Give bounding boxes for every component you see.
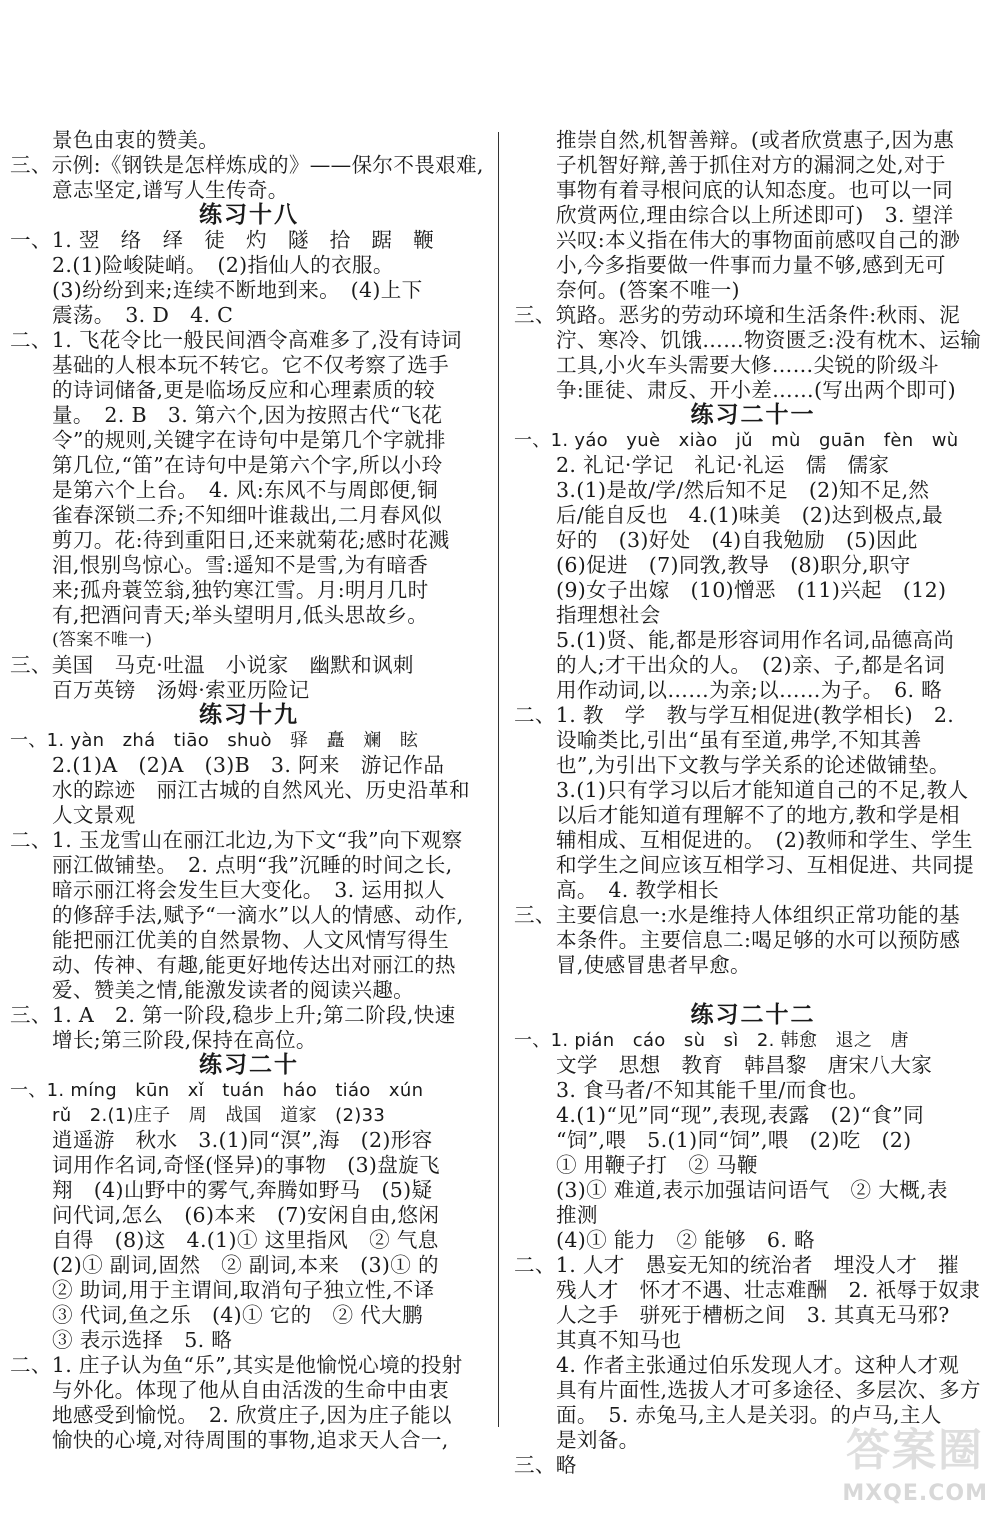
answer-line: 一、1. 翌 络 绎 徒 灼 隧 拾 踞 鞭 xyxy=(10,228,435,252)
answer-line: 4.(1)“见”同“现”,表现,表露 (2)“食”同 xyxy=(556,1103,924,1127)
answer-line: 能把丽江优美的自然景物、人文风情写得生 xyxy=(52,928,449,952)
answer-line: “饲”,喂 5.(1)同“饲”,喂 (2)吃 (2) xyxy=(556,1128,912,1152)
answer-line: (3)① 难道,表示加强诘问语气 ② 大概,表 xyxy=(556,1178,948,1202)
right-column xyxy=(514,128,992,1478)
answer-line: 2.(1)险峻陡峭。 (2)指仙人的衣服。 xyxy=(52,253,394,277)
answer-line: 人之手 骈死于槽枥之间 3. 其真无马邪? xyxy=(556,1303,950,1327)
answer-line: 本条件。主要信息二:喝足够的水可以预防感 xyxy=(556,928,961,952)
answer-line: 工具,小火车头需要大修……尖锐的阶级斗 xyxy=(556,353,939,377)
answer-line: 事物有着寻根问底的认知态度。也可以一同 xyxy=(556,178,953,202)
answer-line: 爱、赞美之情,能激发读者的阅读兴趣。 xyxy=(52,978,415,1002)
answer-line: 兴叹:本义指在伟大的事物面前感叹自己的渺 xyxy=(556,228,961,252)
answer-line: 高。 4. 教学相长 xyxy=(556,878,720,902)
answer-line: 第几位,“笛”在诗句中是第六个字,所以小玲 xyxy=(52,453,443,477)
answer-line: ③ 代词,鱼之乐 (4)① 它的 ② 代大鹏 xyxy=(52,1303,423,1327)
answer-line: 和学生之间应该互相学习、互相促进、共同提 xyxy=(556,853,974,877)
answer-line: 雀春深锁二乔;不知细叶谁裁出,二月春风似 xyxy=(52,503,443,527)
answer-line: 的修辞手法,赋予“一滴水”以人的情感、动作, xyxy=(52,903,464,927)
answer-line: (答案不唯一) xyxy=(52,630,153,650)
answer-line: (6)促进 (7)同敩,教导 (8)职分,职守 xyxy=(556,553,911,577)
watermark-logo: 答案圈 xyxy=(846,1425,984,1476)
answer-line: 后/能自反也 4.(1)味美 (2)达到极点,最 xyxy=(556,503,943,527)
section-title: 练习二十 xyxy=(199,1052,299,1078)
answer-line: 的诗词储备,更是临场反应和心理素质的较 xyxy=(52,378,435,402)
answer-line: 是第六个上台。 4. 风:东风不与周郎便,铜 xyxy=(52,478,439,502)
answer-line: ① 用鞭子打 ② 马鞭 xyxy=(556,1153,758,1177)
answer-line: rǔ 2.(1)庄子 周 战国 道家 (2)33 xyxy=(52,1105,386,1126)
answer-line: 令”的规则,关键字在诗句中是第几个字就排 xyxy=(52,428,446,452)
answer-line: 欣赏两位,理由综合以上所述即可) 3. 望洋 xyxy=(556,203,954,227)
answer-line: 泪,恨别鸟惊心。雪:遥知不是雪,为有暗香 xyxy=(52,553,429,577)
answer-line: ② 助词,用于主谓间,取消句子独立性,不译 xyxy=(52,1278,435,1302)
answer-line: 3.(1)只有学习以后才能知道自己的不足,教人 xyxy=(556,778,969,802)
spacer xyxy=(514,978,992,1003)
answer-line: 3. 食马者/不知其能千里/而食也。 xyxy=(556,1078,870,1102)
answer-line: 二、1. 玉龙雪山在丽江北边,为下文“我”向下观察 xyxy=(10,828,463,852)
answer-line: 辅相成、互相促进的。 (2)教师和学生、学生 xyxy=(556,828,973,852)
answer-line: 震荡。 3. D 4. C xyxy=(52,303,234,327)
answer-line: 也”,为引出下文教与学关系的论述做铺垫。 xyxy=(556,753,950,777)
answer-line: 动、传神、有趣,能更好地传达出对丽江的热 xyxy=(52,953,456,977)
answer-line: 3.(1)是故/学/然后知不足 (2)知不足,然 xyxy=(556,478,930,502)
answer-line: 剪刀。花:待到重阳日,还来就菊花;感时花溅 xyxy=(52,528,450,552)
answer-line: ③ 表示选择 5. 略 xyxy=(52,1328,233,1352)
answer-line: 地感受到愉悦。 2. 欣赏庄子,因为庄子能以 xyxy=(52,1403,452,1427)
answer-line: 面。 5. 赤兔马,主人是关羽。的卢马,主人 xyxy=(556,1403,942,1427)
answer-line: 设喻类比,引出“虽有至道,弗学,不知其善 xyxy=(556,728,922,752)
answer-line: 基础的人根本玩不转它。它不仅考察了选手 xyxy=(52,353,449,377)
answer-line: 残人才 怀才不遇、壮志难酬 2. 祇辱于奴隶 xyxy=(556,1278,981,1302)
answer-line: 三、略 xyxy=(514,1453,577,1477)
answer-line: (2)① 副词,固然 ② 副词,本来 (3)① 的 xyxy=(52,1253,439,1277)
column-divider xyxy=(498,132,499,1427)
answer-line: 子机智好辩,善于抓住对方的漏洞之处,对于 xyxy=(556,153,946,177)
section-title: 练习十九 xyxy=(199,702,299,728)
answer-line: (3)纷纷到来;连续不断地到来。 (4)上下 xyxy=(52,278,423,302)
answer-line: 一、1. yàn zhá tiāo shuò 驿 矗 斓 眩 xyxy=(10,730,419,751)
section-title: 练习二十二 xyxy=(690,1002,816,1028)
answer-line: 增长;第三阶段,保持在高位。 xyxy=(52,1028,317,1052)
answer-line: 指理想社会 xyxy=(556,603,661,627)
answer-line: 一、1. pián cáo sù sì 2. 韩愈 退之 唐 xyxy=(514,1030,909,1051)
answer-line: 小,今多指要做一件事而力量不够,感到无可 xyxy=(556,253,946,277)
answer-line: 5.(1)贤、能,都是形容词用作名词,品德高尚 xyxy=(556,628,955,652)
answer-line: 推测 xyxy=(556,1203,598,1227)
answer-line: 具有片面性,选拔人才可多途径、多层次、多方 xyxy=(556,1378,981,1402)
answer-line: 人文景观 xyxy=(52,803,136,827)
answer-line: 有,把酒问青天;举头望明月,低头思故乡。 xyxy=(52,603,429,627)
answer-line: 用作动词,以……为亲;以……为子。 6. 略 xyxy=(556,678,943,702)
answer-line: 愉快的心境,对待周围的事物,追求天人合一, xyxy=(52,1428,449,1452)
answer-line: 推崇自然,机智善辩。(或者欣赏惠子,因为惠 xyxy=(556,128,955,152)
section-title: 练习二十一 xyxy=(690,402,816,428)
answer-line: 的人;才干出众的人。 (2)亲、子,都是名词 xyxy=(556,653,946,677)
answer-line: (4)① 能力 ② 能够 6. 略 xyxy=(556,1228,815,1252)
answer-line: 以后才能知道有理解不了的地方,教和学是相 xyxy=(556,803,960,827)
answer-line: 百万英镑 汤姆·索亚历险记 xyxy=(52,678,310,702)
answer-line: 暗示丽江将会发生巨大变化。 3. 运用拟人 xyxy=(52,878,445,902)
answer-line: 冒,使感冒患者早愈。 xyxy=(556,953,751,977)
answer-line: (9)女子出嫁 (10)憎恶 (11)兴起 (12) xyxy=(556,578,947,602)
answer-line: 自得 (8)这 4.(1)① 这里指风 ② 气息 xyxy=(52,1228,439,1252)
left-column xyxy=(10,128,488,1453)
answer-line: 二、1. 庄子认为鱼“乐”,其实是他愉悦心境的投射 xyxy=(10,1353,463,1377)
answer-line: 词用作名词,奇怪(怪异)的事物 (3)盘旋飞 xyxy=(52,1153,440,1177)
watermark xyxy=(838,1406,988,1506)
answer-line: 一、1. yáo yuè xiào jǔ mù guān fèn wù xyxy=(514,430,959,451)
answer-line: 量。 2. B 3. 第六个,因为按照古代“飞花 xyxy=(52,403,443,427)
answer-line: 三、主要信息一:水是维持人体组织正常功能的基 xyxy=(514,903,961,927)
answer-line: 2.(1)A (2)A (3)B 3. 阿来 游记作品 xyxy=(52,753,445,777)
answer-line: 二、1. 飞花令比一般民间酒令高难多了,没有诗词 xyxy=(10,328,462,352)
answer-line: 景色由衷的赞美。 xyxy=(52,128,220,152)
answer-line: 水的踪迹 丽江古城的自然风光、历史沿革和 xyxy=(52,778,470,802)
answer-line: 文学 思想 教育 韩昌黎 唐宋八大家 xyxy=(556,1053,933,1077)
answer-line: 好的 (3)好处 (4)自我勉励 (5)因此 xyxy=(556,528,918,552)
answer-line: 三、示例:《钢铁是怎样炼成的》——保尔不畏艰难, xyxy=(10,153,484,177)
answer-line: 丽江做铺垫。 2. 点明“我”沉睡的时间之长, xyxy=(52,853,453,877)
answer-line: 泞、寒冷、饥饿……物资匮乏:没有枕木、运输 xyxy=(556,328,982,352)
answer-line: 三、筑路。恶劣的劳动环境和生活条件:秋雨、泥 xyxy=(514,303,961,327)
answer-line: 二、1. 教 学 教与学互相促进(教学相长) 2. xyxy=(514,703,955,727)
answer-line: 争:匪徒、肃反、开小差……(写出两个即可) xyxy=(556,378,956,402)
answer-line: 来;孤舟蓑笠翁,独钓寒江雪。月:明月几时 xyxy=(52,578,429,602)
answer-line: 意志坚定,谱写人生传奇。 xyxy=(52,178,289,202)
answer-line: 是刘备。 xyxy=(556,1428,640,1452)
answer-line: 二、1. 人才 愚妄无知的统治者 埋没人才 摧 xyxy=(514,1253,959,1277)
answer-line: 一、1. míng kūn xǐ tuán háo tiáo xún xyxy=(10,1080,424,1101)
answer-line: 奈何。(答案不唯一) xyxy=(556,278,740,302)
answer-line: 其真不知马也 xyxy=(556,1328,682,1352)
answer-line: 问代词,怎么 (6)本来 (7)安闲自由,悠闲 xyxy=(52,1203,440,1227)
answer-line: 2. 礼记·学记 礼记·礼运 儒 儒家 xyxy=(556,453,890,477)
watermark-url: MXQE.COM xyxy=(842,1481,988,1506)
section-title: 练习十八 xyxy=(199,202,299,228)
answer-line: 逍遥游 秋水 3.(1)同“溟”,海 (2)形容 xyxy=(52,1128,433,1152)
answer-line: 三、1. A 2. 第一阶段,稳步上升;第二阶段,快速 xyxy=(10,1003,456,1027)
answer-line: 与外化。体现了他从自由活泼的生命中由衷 xyxy=(52,1378,449,1402)
answer-line: 翔 (4)山野中的雾气,奔腾如野马 (5)疑 xyxy=(52,1178,433,1202)
answer-line: 4. 作者主张通过伯乐发现人才。这种人才观 xyxy=(556,1353,960,1377)
answer-line: 三、美国 马克·吐温 小说家 幽默和讽刺 xyxy=(10,653,414,677)
